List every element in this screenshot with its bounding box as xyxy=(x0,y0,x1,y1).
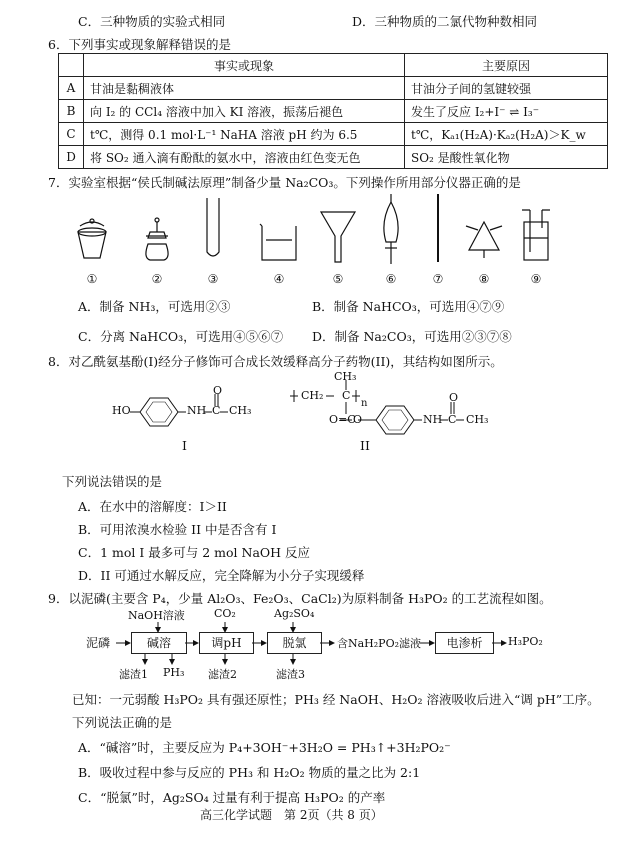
q8-option-b: B．可用浓溴水检验 II 中是否含有 I xyxy=(78,522,277,537)
q9-option-c: C．“脱氯”时，Ag₂SO₄ 过量有利于提高 H₃PO₂ 的产率 xyxy=(78,790,386,805)
struct2-label: II xyxy=(360,438,370,453)
structure-ii xyxy=(290,368,530,448)
apparatus-label: ④ xyxy=(273,272,285,286)
test-tube-icon xyxy=(207,198,219,256)
q9-sub: 下列说法正确的是 xyxy=(72,715,173,730)
clay-triangle-icon xyxy=(466,222,502,258)
gas-washing-bottle-icon xyxy=(522,210,550,260)
struct2-ch3b: CH₃ xyxy=(466,413,489,426)
row-key: A xyxy=(59,77,84,100)
flow-residue-3: 滤渣3 xyxy=(276,668,305,681)
apparatus-label: ⑦ xyxy=(432,272,444,286)
struct2-c: C xyxy=(342,389,351,402)
table-row xyxy=(59,77,608,100)
q9-known: 已知：一元弱酸 H₃PO₂ 具有强还原性；PH₃ 经 NaOH、H₂O₂ 溶液吸收后进入“调 pH”工序。 xyxy=(72,692,600,707)
flow-input-co2: CO₂ xyxy=(214,607,236,620)
struct2-ch2: CH₂ xyxy=(301,389,324,402)
struct1-ho: HO xyxy=(112,404,131,417)
q5-option-d: D．三种物质的二氯代物种数相同 xyxy=(352,14,538,29)
q8-option-d: D．II 可通过水解反应，完全降解为小分子实现缓释 xyxy=(78,568,365,583)
apparatus-label: ② xyxy=(151,272,163,286)
row-reason: 发生了反应 I₂+I⁻ ⇌ I₃⁻ xyxy=(405,100,608,123)
flow-residue-2: 滤渣2 xyxy=(208,668,237,681)
flow-ph3: PH₃ xyxy=(163,666,185,679)
separatory-funnel-icon xyxy=(384,194,398,264)
row-fact: t℃，测得 0.1 mol·L⁻¹ NaHA 溶液 pH 约为 6.5 xyxy=(84,123,405,146)
flow-box-dechlorinate: 脱氯 xyxy=(267,632,322,654)
row-reason: t℃，Kₐ₁(H₂A)·Kₐ₂(H₂A)＞K_w xyxy=(405,123,608,146)
table-row xyxy=(59,100,608,123)
q8-option-c: C．1 mol I 最多可与 2 mol NaOH 反应 xyxy=(78,545,311,560)
row-reason: SO₂ 是酸性氧化物 xyxy=(405,146,608,169)
flow-input-naoh: NaOH溶液 xyxy=(128,609,185,622)
apparatus-illustrations xyxy=(0,192,620,272)
struct1-nh: NH xyxy=(187,404,207,417)
apparatus-label: ① xyxy=(86,272,98,286)
flow-mid: 含NaH₂PO₂滤液 xyxy=(337,637,422,650)
flow-box-electrodialysis: 电渗析 xyxy=(435,632,494,654)
alcohol-lamp-icon xyxy=(146,218,168,260)
beaker-icon xyxy=(260,224,296,260)
flow-end: H₃PO₂ xyxy=(508,635,543,648)
row-reason: 甘油分子间的氢键较强 xyxy=(405,77,608,100)
page-footer: 高三化学试题 第 2页（共 8 页） xyxy=(200,808,383,822)
flow-start: 泥磷 xyxy=(86,636,111,650)
header-reason: 主要原因 xyxy=(405,54,608,77)
q7-stem: 7．实验室根据“侯氏制碱法原理”制备少量 Na₂CO₃。下列操作所用部分仪器正确的是 xyxy=(48,175,521,190)
q8-stem: 8．对乙酰氨基酚(I)经分子修饰可合成长效缓释高分子药物(II)，其结构如图所示。 xyxy=(48,354,503,369)
struct2-oc: O=C xyxy=(329,413,356,426)
struct2-o2: O xyxy=(449,391,459,404)
struct1-o: O xyxy=(213,384,223,397)
flow-box-alkali-dissolve: 碱溶 xyxy=(131,632,187,654)
q9-option-b: B．吸收过程中参与反应的 PH₃ 和 H₂O₂ 物质的量之比为 2:1 xyxy=(78,765,421,780)
q6-table xyxy=(58,53,608,169)
struct2-o: O xyxy=(353,413,363,426)
q5-option-c: C．三种物质的实验式相同 xyxy=(78,14,226,29)
struct2-nh: NH xyxy=(423,413,443,426)
table-row xyxy=(59,123,608,146)
struct1-c: C xyxy=(212,404,221,417)
row-key: B xyxy=(59,100,84,123)
apparatus-label: ③ xyxy=(207,272,219,286)
flow-box-adjust-ph: 调pH xyxy=(199,632,254,654)
flow-input-ag2so4: Ag₂SO₄ xyxy=(274,607,315,620)
table-header-row xyxy=(59,54,608,77)
row-fact: 向 I₂ 的 CCl₄ 溶液中加入 KI 溶液，振荡后褪色 xyxy=(84,100,405,123)
header-fact: 事实或现象 xyxy=(84,54,405,77)
apparatus-label: ⑥ xyxy=(385,272,397,286)
apparatus-label: ⑧ xyxy=(478,272,490,286)
q9-stem: 9．以泥磷(主要含 P₄，少量 Al₂O₃、Fe₂O₃、CaCl₂)为原料制备 H₃PO₂ 的工艺流程如图。 xyxy=(48,591,552,606)
row-fact: 将 SO₂ 通入滴有酚酞的氨水中，溶液由红色变无色 xyxy=(84,146,405,169)
row-key: C xyxy=(59,123,84,146)
row-key: D xyxy=(59,146,84,169)
struct1-ch3: CH₃ xyxy=(229,404,252,417)
struct2-ch3: CH₃ xyxy=(334,370,357,383)
apparatus-label: ⑤ xyxy=(332,272,344,286)
q8-sub: 下列说法错误的是 xyxy=(62,474,163,489)
q9-option-a: A．“碱溶”时，主要反应为 P₄+3OH⁻+3H₂O = PH₃↑+3H₂PO₂⁻ xyxy=(78,740,451,755)
q7-option-a: A．制备 NH₃，可选用②③ xyxy=(78,299,231,314)
struct2-c2: C xyxy=(448,413,457,426)
apparatus-label: ⑨ xyxy=(530,272,542,286)
q8-option-a: A．在水中的溶解度：I＞II xyxy=(78,499,227,514)
crucible-icon xyxy=(78,219,106,258)
funnel-icon xyxy=(321,212,355,262)
q7-option-c: C．分离 NaHCO₃，可选用④⑤⑥⑦ xyxy=(78,329,284,344)
flow-residue-1: 滤渣1 xyxy=(119,668,148,681)
row-fact: 甘油是黏稠液体 xyxy=(84,77,405,100)
q6-stem: 6．下列事实或现象解释错误的是 xyxy=(48,37,231,52)
q7-option-b: B．制备 NaHCO₃，可选用④⑦⑨ xyxy=(312,299,505,314)
q7-option-d: D．制备 Na₂CO₃，可选用②③⑦⑧ xyxy=(312,329,512,344)
struct2-n: n xyxy=(361,398,368,409)
table-row xyxy=(59,146,608,169)
struct1-label: I xyxy=(182,438,187,453)
